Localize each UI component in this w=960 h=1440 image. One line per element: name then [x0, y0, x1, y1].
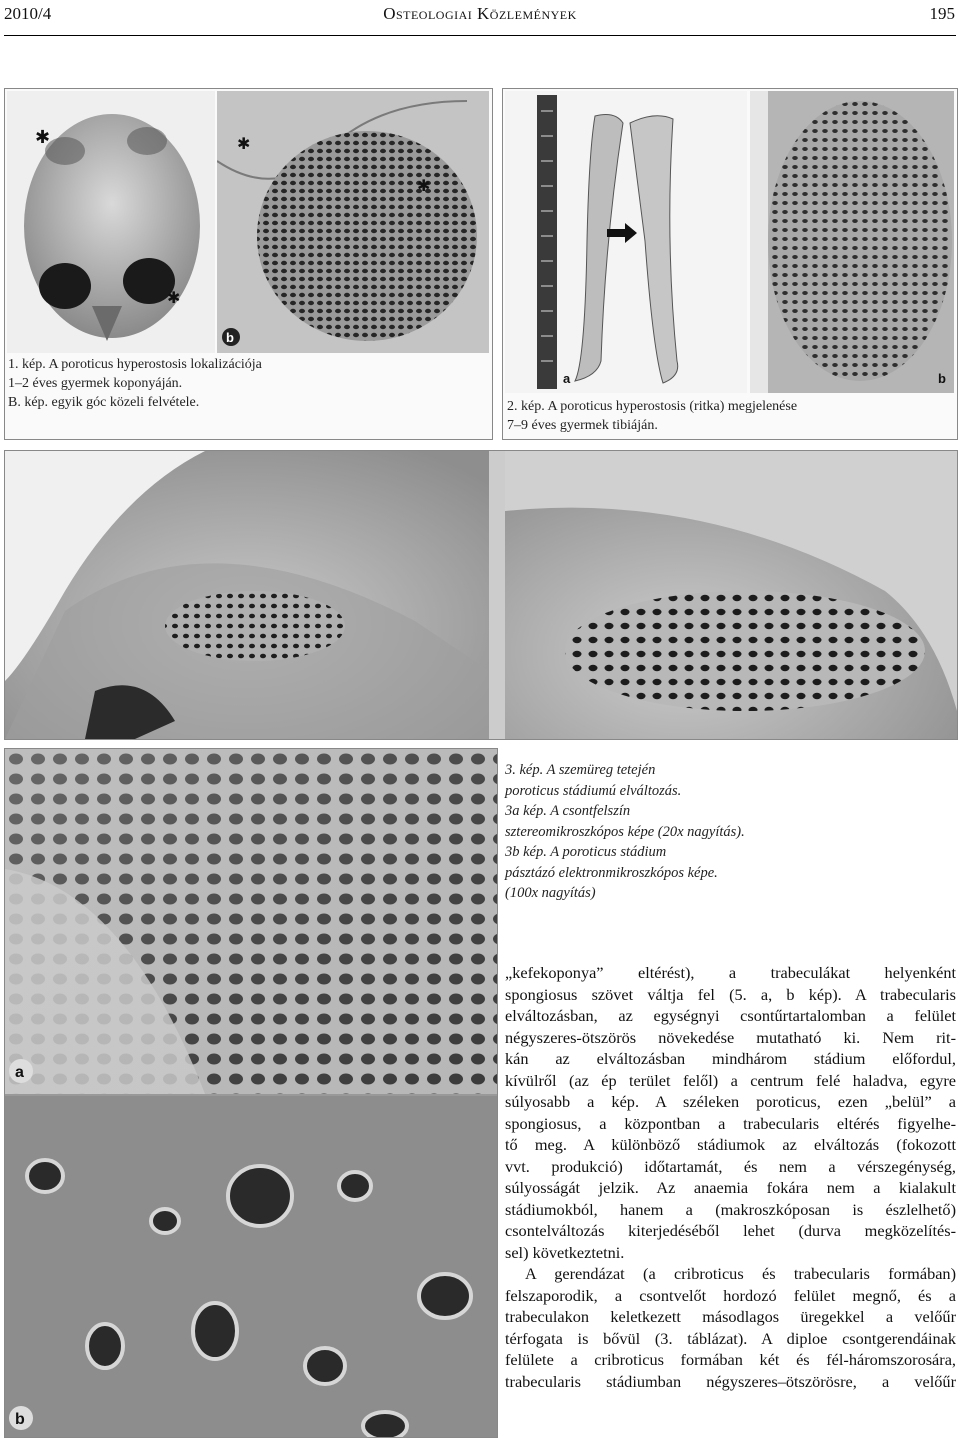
body-line: tő meg. A különböző stádiumok az elváltozás (fokozott: [505, 1135, 956, 1154]
figure-3-caption: [505, 760, 945, 904]
caption-line: 3. kép. A szemüreg tetején: [505, 762, 656, 778]
caption-line: 1. kép. A poroticus hyperostosis lokalizációja: [8, 357, 262, 372]
page-number: 195: [929, 4, 955, 23]
body-line: spongiosus szövet váltja fel (5. a, b kép). A trabecularis: [505, 984, 956, 1004]
figure-1-panel-a-skull-photo: [7, 91, 215, 353]
figure-1: [4, 88, 493, 440]
figure-2-caption: [507, 397, 947, 435]
body-line: kívülről (az ép terület felől) a centrum felé haladva, egyre: [505, 1070, 956, 1090]
caption-line: 3b kép. A poroticus stádium: [505, 844, 667, 860]
svg-text:✱: ✱: [167, 290, 181, 307]
body-line: felülete a cribroticus formában két és fél-háromszorosára,: [505, 1350, 956, 1369]
body-line: súlyosabb a kép. A széleken poroticus, ezen „belül” a: [505, 1092, 956, 1111]
body-line: térfogata is bővül (3. táblázat). A diploe csontgerendáinak: [505, 1328, 956, 1348]
caption-line: 1–2 éves gyermek koponyáján.: [8, 376, 183, 391]
figure-3a-stereomicroscope-photo: [5, 749, 497, 1094]
caption-line: (100x nagyítás): [505, 885, 596, 901]
figure-2-panel-b-label: b: [938, 371, 946, 386]
figure-2-panel-b-closeup-photo: [750, 91, 954, 393]
caption-line: 3a kép. A csontfelszín: [505, 803, 631, 819]
figure-3-orbit-photo-left: [5, 451, 489, 739]
figure-2-panel-a-tibia-photo: [505, 91, 747, 393]
caption-line: poroticus stádiumú elváltozás.: [505, 782, 682, 799]
figure-2: [502, 88, 958, 440]
figure-2-panel-a-label: a: [563, 371, 571, 386]
body-line: kán az elváltozásban mindhárom stádium előfordul,: [505, 1049, 956, 1068]
svg-text:✱: ✱: [35, 127, 51, 147]
figure-3b-sem-photo: [5, 1096, 497, 1437]
figure-1-caption: [8, 355, 308, 412]
body-line: trabeculakon keletkezett másodlagos üregekkel a velőűr: [505, 1307, 956, 1326]
svg-text:✱: ✱: [417, 178, 431, 195]
body-line: csontelváltozás kiterjedéséből lehet (durva megközelítés-: [505, 1221, 956, 1240]
body-line: súlyosságát jelzik. Az anaemia fokára nem a kialakult: [505, 1178, 956, 1197]
body-line: négyszeres-ötszörös növekedése mutatható ki. Nem rit-: [505, 1027, 956, 1047]
body-line: stádiumokból, hanem a (makroszkóposan is észlelhető): [505, 1199, 956, 1219]
body-line: felszaporodik, a csontvelőt hordozó felület megnő, és a: [505, 1285, 956, 1305]
body-line: „kefekoponya” eltérést), a trabeculákat helyenként: [505, 963, 956, 982]
svg-text:✱: ✱: [237, 136, 251, 153]
body-line: spongiosus, a központban a trabecularis eltérés figyelhe-: [505, 1113, 956, 1133]
figure-1-panel-b-closeup-photo: [217, 91, 489, 353]
body-line: elváltozásban, az egységnyi csontűrtartalomban a felület: [505, 1006, 956, 1025]
body-line: trabecularis stádiumban négyszeres–ötszörösre, a velőűr: [505, 1371, 956, 1391]
page-header: [0, 0, 960, 38]
header-rule: [4, 35, 956, 36]
figure-1-panel-b-label: b: [226, 330, 234, 345]
figure-3b-label: b: [15, 1411, 25, 1428]
caption-line: pásztázó elektronmikroszkópos képe.: [505, 864, 718, 881]
figure-3-orbit-photos: [4, 450, 958, 740]
journal-title: Osteologiai Közlemények: [383, 4, 577, 23]
body-line: sel) következtetni.: [505, 1242, 625, 1262]
body-line: A gerendázat (a cribroticus és trabecularis formában): [525, 1264, 956, 1283]
figure-3-orbit-photo-right: [505, 451, 957, 739]
caption-line: B. kép. egyik góc közeli felvétele.: [8, 395, 200, 410]
caption-line: sztereomikroszkópos képe (20x nagyítás).: [505, 823, 745, 840]
caption-line: 7–9 éves gyermek tibiáján.: [507, 418, 658, 433]
figure-3a-label: a: [15, 1064, 24, 1081]
body-line: vvt. produkció) időtartamát, és nem a vérszegénység,: [505, 1156, 956, 1176]
body-text-column: [505, 962, 956, 1392]
issue-number: 2010/4: [4, 4, 52, 23]
figure-3-micrographs: [4, 748, 498, 1438]
caption-line: 2. kép. A poroticus hyperostosis (ritka) megjelenése: [507, 399, 798, 414]
